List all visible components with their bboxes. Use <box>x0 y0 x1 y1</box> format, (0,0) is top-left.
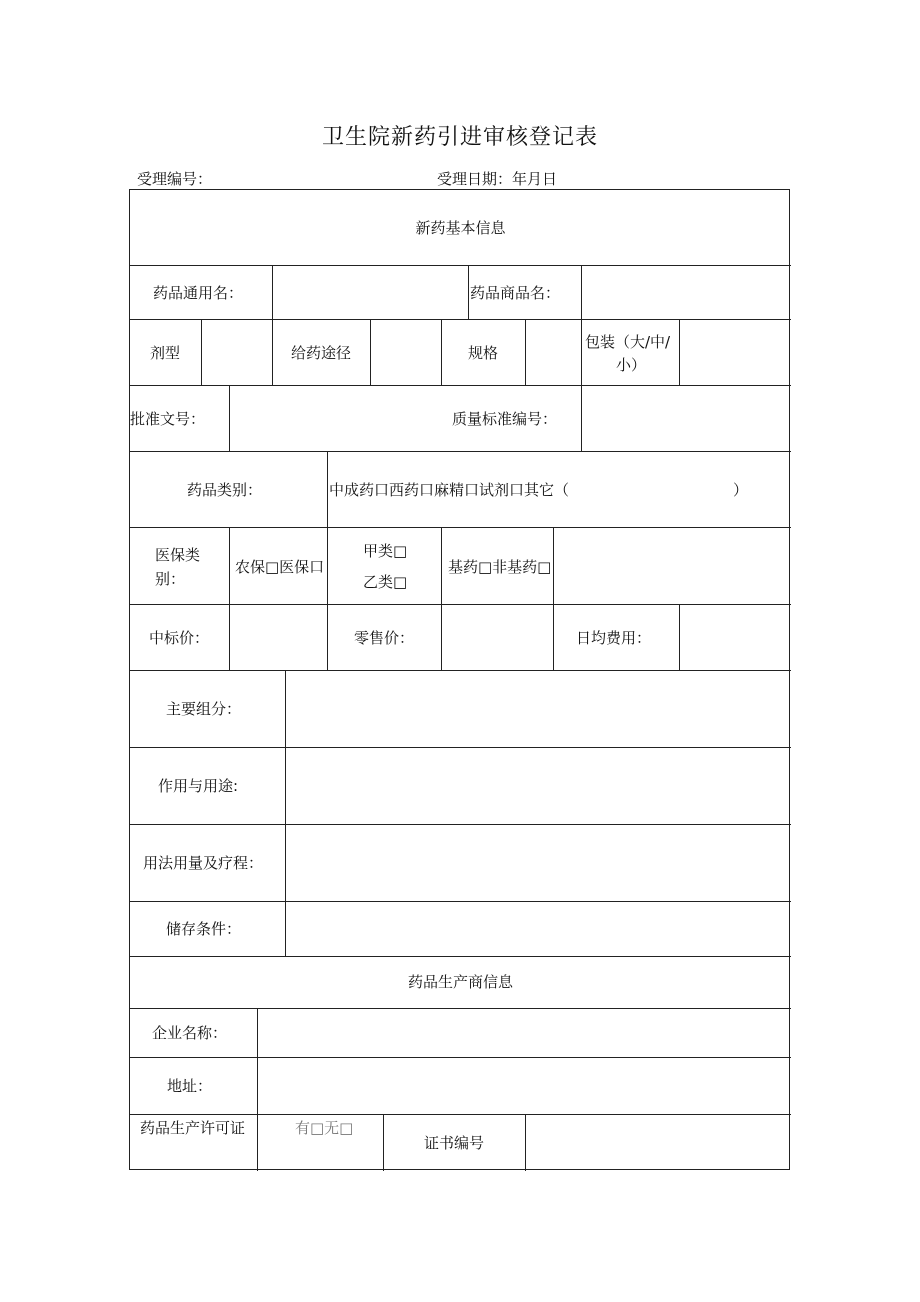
class-a-option: 甲类□ <box>363 542 408 560</box>
category-label: 药品类别： <box>187 481 263 499</box>
basic-info-heading: 新药基本信息 <box>415 219 506 237</box>
license-label: 药品生产许可证 <box>140 1119 246 1137</box>
col-divider <box>525 319 526 385</box>
insurance-options: 农保□医保口 <box>235 558 325 576</box>
row-divider <box>130 670 791 671</box>
col-divider <box>441 604 442 670</box>
col-divider <box>383 1114 384 1171</box>
usage-dosage-label: 用法用量及疗程： <box>143 854 264 872</box>
storage-label: 储存条件： <box>166 920 242 938</box>
col-divider <box>581 319 582 385</box>
retail-price-label: 零售价： <box>354 629 415 647</box>
address-label: 地址： <box>167 1077 213 1095</box>
col-divider <box>581 385 582 451</box>
manufacturer-heading: 药品生产商信息 <box>407 973 513 991</box>
generic-name-label: 药品通用名： <box>153 284 244 302</box>
accept-date-label: 受理日期：年月日 <box>437 170 558 188</box>
col-divider <box>441 527 442 604</box>
col-divider <box>272 265 273 319</box>
row-divider <box>130 956 791 957</box>
col-divider <box>229 385 230 451</box>
col-divider <box>553 527 554 604</box>
function-label: 作用与用途: <box>158 777 239 795</box>
row-divider <box>130 824 791 825</box>
col-divider <box>679 604 680 670</box>
row-divider <box>130 1114 791 1115</box>
col-divider <box>285 670 286 956</box>
registration-form-table <box>129 189 790 1170</box>
col-divider <box>553 604 554 670</box>
col-divider <box>327 604 328 670</box>
insurance-label-line1: 医保类 <box>155 546 201 564</box>
col-divider <box>468 265 469 319</box>
page-title: 卫生院新药引进审核登记表 <box>321 125 598 150</box>
row-divider <box>130 319 791 320</box>
bid-price-label: 中标价： <box>149 629 210 647</box>
row-divider <box>130 265 791 266</box>
dosage-form-label: 剂型 <box>150 344 181 362</box>
spec-label: 规格 <box>468 344 499 362</box>
col-divider <box>229 527 230 604</box>
trade-name-label: 药品商品名： <box>470 284 561 302</box>
col-divider <box>257 1114 258 1171</box>
license-options: 有□无□ <box>295 1119 354 1137</box>
accept-number-label: 受理编号： <box>137 170 213 188</box>
row-divider <box>130 451 791 452</box>
col-divider <box>525 1114 526 1171</box>
certificate-number-label: 证书编号 <box>424 1134 485 1152</box>
essential-drug-options: 基药□非基药□ <box>448 558 552 576</box>
category-options: 中成药口西药口麻精口试剂口其它（ <box>329 481 570 499</box>
daily-cost-label: 日均费用： <box>576 629 652 647</box>
package-label-line1: 包装（大/中/ <box>585 333 671 351</box>
quality-standard-label: 质量标准编号： <box>452 410 558 428</box>
category-close-paren: ） <box>733 481 749 499</box>
row-divider <box>130 1057 791 1058</box>
route-label: 给药途径 <box>291 344 352 362</box>
col-divider <box>679 319 680 385</box>
approval-number-label: 批准文号： <box>130 410 206 428</box>
row-divider <box>130 1008 791 1009</box>
col-divider <box>257 1008 258 1114</box>
package-label-line2: 小） <box>616 356 647 374</box>
insurance-label-line2: 别： <box>155 570 186 588</box>
row-divider <box>130 901 791 902</box>
col-divider <box>272 319 273 385</box>
col-divider <box>229 604 230 670</box>
row-divider <box>130 747 791 748</box>
col-divider <box>327 527 328 604</box>
col-divider <box>327 451 328 527</box>
col-divider <box>370 319 371 385</box>
main-components-label: 主要组分： <box>166 700 242 718</box>
col-divider <box>201 319 202 385</box>
class-b-option: 乙类□ <box>363 573 408 591</box>
company-name-label: 企业名称： <box>152 1024 228 1042</box>
col-divider <box>441 319 442 385</box>
col-divider <box>581 265 582 319</box>
